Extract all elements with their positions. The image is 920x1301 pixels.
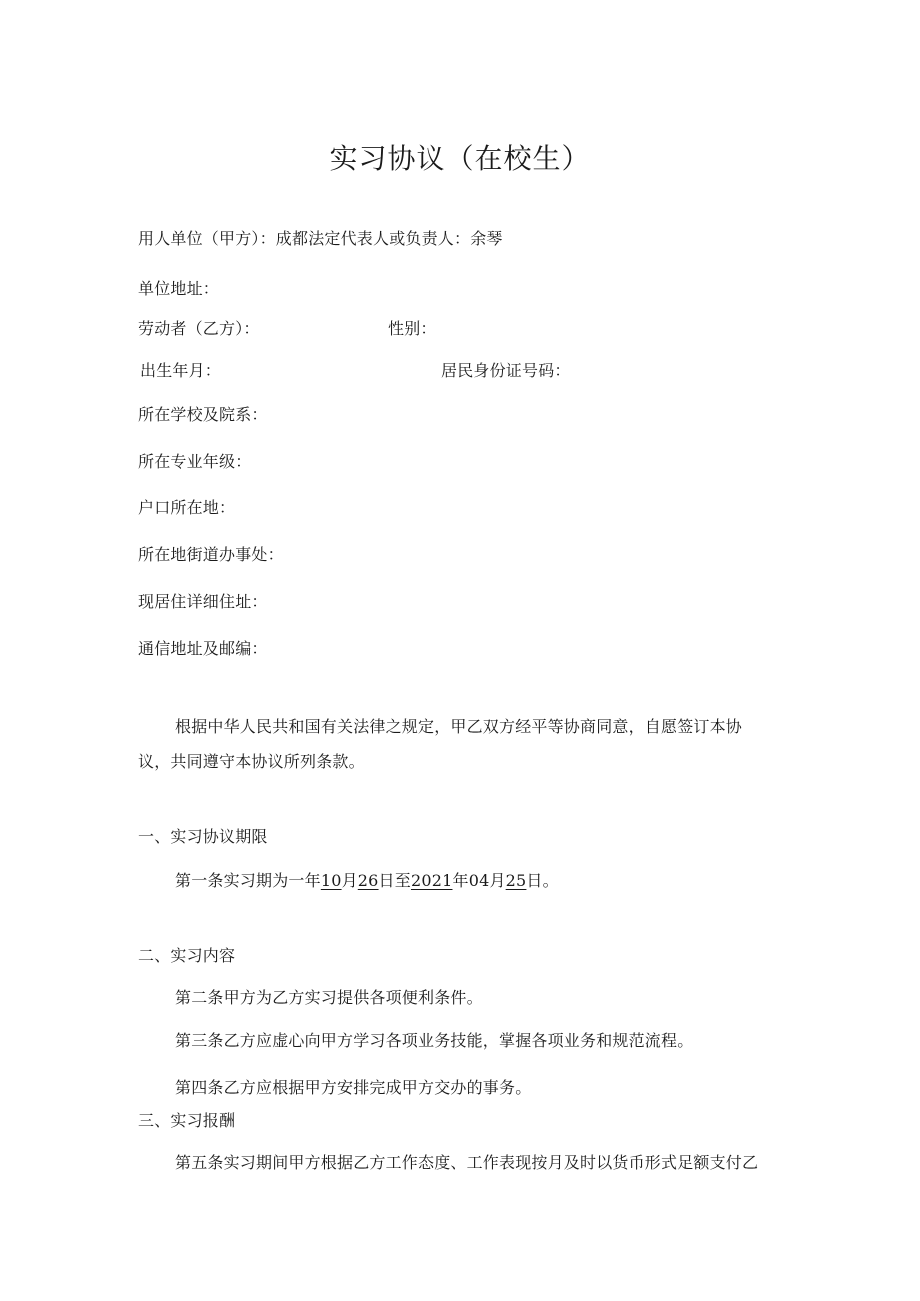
school-field: 所在学校及院系： — [138, 405, 268, 424]
article-3: 第三条乙方应虚心向甲方学习各项业务技能，掌握各项业务和规范流程。 — [175, 1031, 694, 1050]
section-2-heading: 二、实习内容 — [138, 946, 236, 965]
end-year: 2021 — [410, 871, 453, 890]
address-field: 单位地址： — [138, 279, 220, 298]
end-day: 25 — [505, 871, 527, 890]
article-1 — [175, 871, 559, 891]
article-1-prefix: 第一条实习期为一年 — [175, 871, 321, 890]
year-label: 年 — [452, 871, 469, 890]
start-month: 10 — [320, 871, 342, 890]
hukou-field: 户口所在地： — [138, 498, 236, 517]
month-label: 月 — [341, 871, 358, 890]
day-to-label: 日至 — [378, 871, 411, 890]
article-4: 第四条乙方应根据甲方安排完成甲方交办的事务。 — [175, 1078, 532, 1097]
id-number-field: 居民身份证号码： — [441, 361, 571, 380]
article-2: 第二条甲方为乙方实习提供各项便利条件。 — [175, 988, 483, 1007]
end-month: 04 — [468, 871, 490, 890]
subdistrict-field: 所在地街道办事处： — [138, 545, 284, 564]
article-5: 第五条实习期间甲方根据乙方工作态度、工作表现按月及时以货币形式足额支付乙 — [175, 1153, 759, 1172]
document-title: 实习协议（在校生） — [329, 142, 591, 175]
intro-paragraph-line-2: 议，共同遵守本协议所列条款。 — [138, 752, 365, 771]
section-1-heading: 一、实习协议期限 — [138, 827, 268, 846]
gender-field: 性别： — [388, 319, 437, 338]
worker-field: 劳动者（乙方）： — [138, 319, 260, 338]
section-3-heading: 三、实习报酬 — [138, 1111, 236, 1130]
article-1-suffix: 日。 — [526, 871, 559, 890]
residence-field: 现居住详细住址： — [138, 592, 268, 611]
major-field: 所在专业年级： — [138, 452, 252, 471]
mail-field: 通信地址及邮编： — [138, 639, 268, 658]
start-day: 26 — [357, 871, 379, 890]
birth-field: 出生年月： — [140, 361, 222, 380]
month-label-2: 月 — [489, 871, 506, 890]
employer-field: 用人单位（甲方）：成都法定代表人或负责人：余琴 — [138, 229, 503, 248]
intro-paragraph-line-1: 根据中华人民共和国有关法律之规定，甲乙双方经平等协商同意，自愿签订本协 — [175, 717, 743, 736]
